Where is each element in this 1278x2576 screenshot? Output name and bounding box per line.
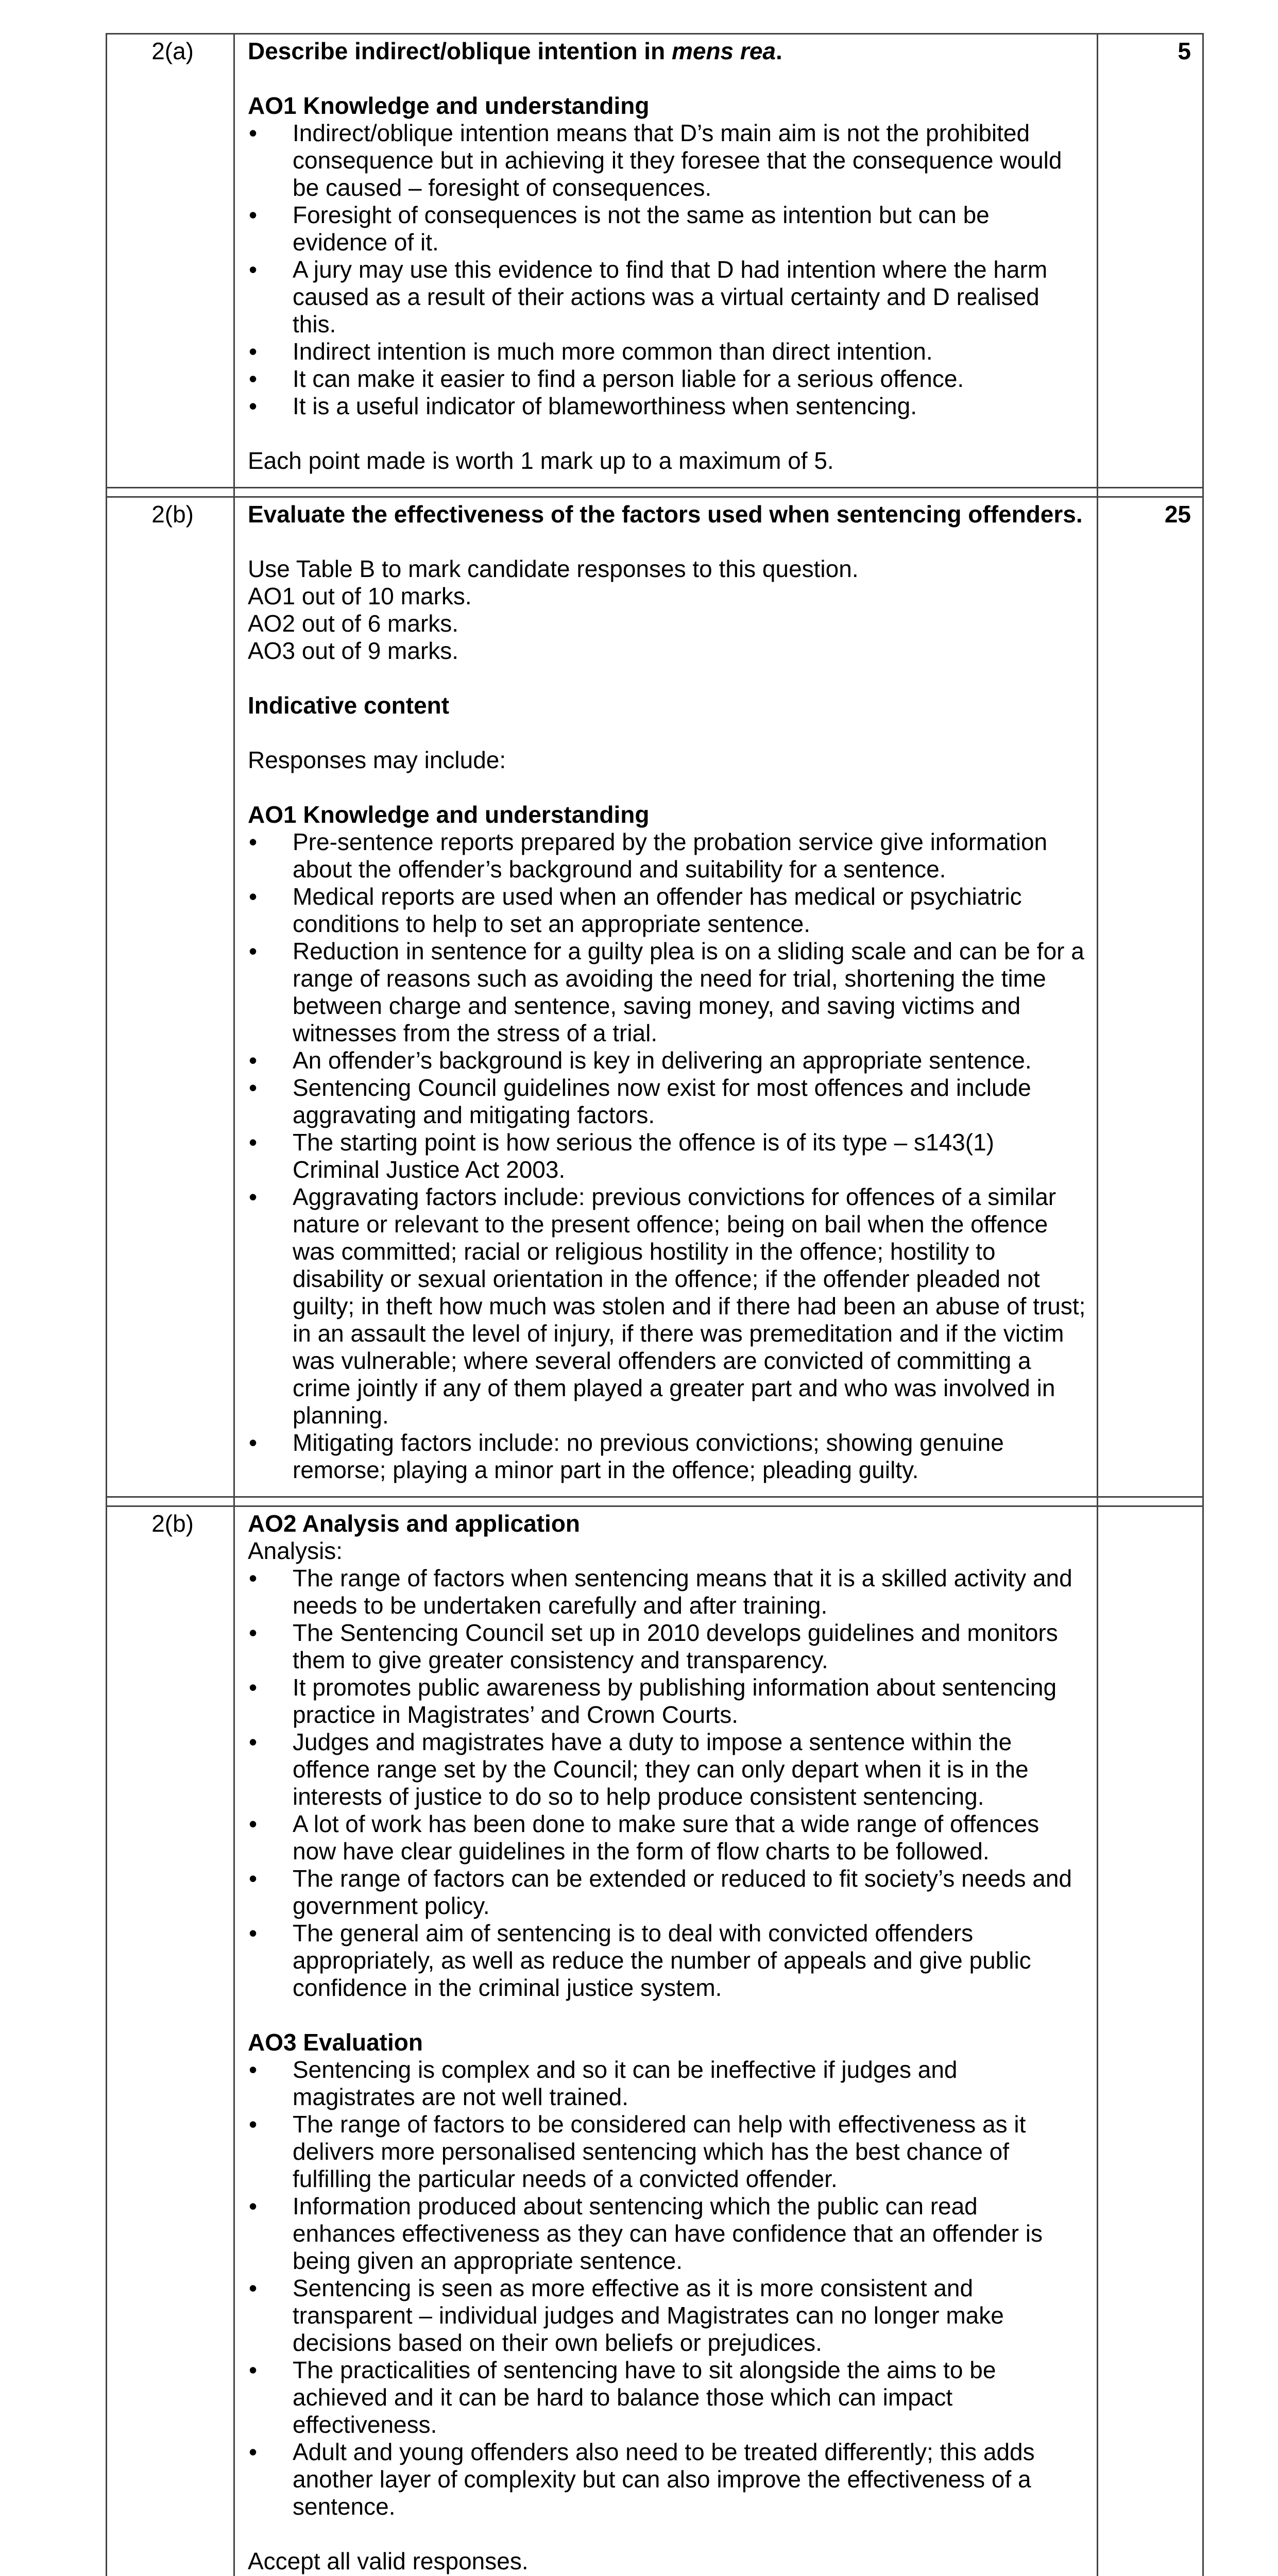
list-item: • The range of factors when sentencing means that it is a skilled activity and needs to be undertaken carefully and after training.: [248, 1565, 1086, 1619]
question-heading: Describe indirect/oblique intention in mens rea.: [248, 38, 782, 64]
list-item: • Aggravating factors include: previous convictions for offences of a similar nature or relevant to the present offence; being on bail when the offence was committed; racial or religious hostility in the offence; hostility to disability or sexual orientation in the offence; if the offender pleaded not guilty; in theft how much was stolen and if there had been an abuse of trust; in an assault the level of injury, if there was premeditation and if the victim was vulnerable; where several offenders are convicted of committing a crime jointly if any of them played a greater part and who was involved in planning.: [248, 1183, 1086, 1429]
list-item: • Sentencing is complex and so it can be ineffective if judges and magistrates are not well trained.: [248, 2056, 1086, 2111]
list-item: • Information produced about sentencing which the public can read enhances effectiveness as they can have confidence that an offender is being given an appropriate sentence.: [248, 2193, 1086, 2275]
list-item: • A jury may use this evidence to find that D had intention where the harm caused as a result of their actions was a virtual certainty and D realised this.: [248, 256, 1086, 338]
question-number-cell: [106, 33, 235, 487]
responses-intro: Responses may include:: [248, 747, 506, 773]
ao2-heading: AO2 Analysis and application: [248, 1510, 581, 1537]
list-item: • The practicalities of sentencing have to sit alongside the aims to be achieved and it can be hard to balance those which can impact effectiveness.: [248, 2357, 1086, 2438]
list-item: • The starting point is how serious the offence is of its type – s143(1) Criminal Justice Act 2003.: [248, 1129, 1086, 1183]
question-number: 2(b): [151, 1510, 194, 1537]
instruction-line: AO2 out of 6 marks.: [248, 610, 459, 637]
question-2b-continued-row: [106, 1507, 1204, 2576]
list-item: • Reduction in sentence for a guilty plea is on a sliding scale and can be for a range of reasons such as avoiding the need for trial, shortening the time between charge and sentence, saving money, and saving victims and witnesses from the stress of a trial.: [248, 938, 1086, 1047]
instruction-line: Use Table B to mark candidate responses to this question.: [248, 555, 859, 582]
list-item: • The Sentencing Council set up in 2010 develops guidelines and monitors them to give greater consistency and transparency.: [248, 1619, 1086, 1674]
list-item: • Sentencing is seen as more effective as it is more consistent and transparent – individual judges and Magistrates can no longer make decisions based on their own beliefs or prejudices.: [248, 2275, 1086, 2357]
ao3-heading: AO3 Evaluation: [248, 2029, 423, 2056]
instruction-line: AO1 out of 10 marks.: [248, 583, 472, 609]
ao1-bullet-list: [248, 120, 1086, 420]
list-item: • Indirect intention is much more common than direct intention.: [248, 338, 1086, 365]
list-item: • Mitigating factors include: no previous convictions; showing genuine remorse; playing a minor part in the offence; pleading guilty.: [248, 1429, 1086, 1484]
list-item: • A lot of work has been done to make sure that a wide range of offences now have clear guidelines in the form of flow charts to be followed.: [248, 1810, 1086, 1865]
ao1-bullet-list: [248, 828, 1086, 1484]
marking-note: Each point made is worth 1 mark up to a maximum of 5.: [248, 447, 834, 474]
marks-cell: [1098, 498, 1204, 1496]
question-marks: 5: [1178, 38, 1191, 64]
ao2-bullet-list: [248, 1565, 1086, 2002]
analysis-label: Analysis:: [248, 1537, 343, 1564]
question-number: 2(a): [151, 38, 194, 64]
question-content-cell: [235, 498, 1098, 1496]
marks-cell: [1098, 1507, 1204, 2576]
list-item: • Indirect/oblique intention means that D’s main aim is not the prohibited consequence but in achieving it they foresee that the consequence would be caused – foresight of consequences.: [248, 120, 1086, 201]
list-item: • Sentencing Council guidelines now exist for most offences and include aggravating and mitigating factors.: [248, 1074, 1086, 1129]
list-item: • Adult and young offenders also need to be treated differently; this adds another layer of complexity but can also improve the effectiveness of a sentence.: [248, 2438, 1086, 2520]
question-marks: 25: [1164, 501, 1191, 528]
indicative-content-heading: Indicative content: [248, 692, 450, 719]
instruction-line: AO3 out of 9 marks.: [248, 637, 459, 664]
list-item: • Medical reports are used when an offender has medical or psychiatric conditions to help to set an appropriate sentence.: [248, 883, 1086, 938]
list-item: • It is a useful indicator of blameworthiness when sentencing.: [248, 393, 1086, 420]
list-item: • An offender’s background is key in delivering an appropriate sentence.: [248, 1047, 1086, 1074]
question-number: 2(b): [151, 501, 194, 528]
question-number-cell: [106, 1507, 235, 2576]
question-content-cell: [235, 33, 1098, 487]
list-item: • Judges and magistrates have a duty to impose a sentence within the offence range set by the Council; they can only depart when it is in the interests of justice to do so to help produce consistent sentencing.: [248, 1728, 1086, 1810]
mark-scheme-page: [106, 33, 1191, 2576]
list-item: • It promotes public awareness by publishing information about sentencing practice in Magistrates’ and Crown Courts.: [248, 1674, 1086, 1728]
ao1-heading: AO1 Knowledge and understanding: [248, 801, 650, 828]
question-2a-row: [106, 33, 1204, 487]
list-item: • The general aim of sentencing is to deal with convicted offenders appropriately, as well as reduce the number of appeals and give public confidence in the criminal justice system.: [248, 1920, 1086, 2002]
ao3-bullet-list: [248, 2056, 1086, 2520]
question-2b-row: [106, 498, 1204, 1496]
list-item: • Foresight of consequences is not the same as intention but can be evidence of it.: [248, 201, 1086, 256]
list-item: • The range of factors can be extended or reduced to fit society’s needs and government policy.: [248, 1865, 1086, 1920]
question-heading: Evaluate the effectiveness of the factors used when sentencing offenders.: [248, 501, 1083, 528]
list-item: • It can make it easier to find a person liable for a serious offence.: [248, 365, 1086, 393]
list-item: • The range of factors to be considered can help with effectiveness as it delivers more personalised sentencing which has the best chance of fulfilling the particular needs of a convicted offender.: [248, 2111, 1086, 2193]
question-number-cell: [106, 498, 235, 1496]
ao1-heading: AO1 Knowledge and understanding: [248, 92, 650, 119]
marks-cell: [1098, 33, 1204, 487]
question-content-cell: [235, 1507, 1098, 2576]
accept-note: Accept all valid responses.: [248, 2548, 529, 2574]
list-item: • Pre-sentence reports prepared by the probation service give information about the offender’s background and suitability for a sentence.: [248, 828, 1086, 883]
mark-scheme-table: [106, 33, 1204, 2576]
